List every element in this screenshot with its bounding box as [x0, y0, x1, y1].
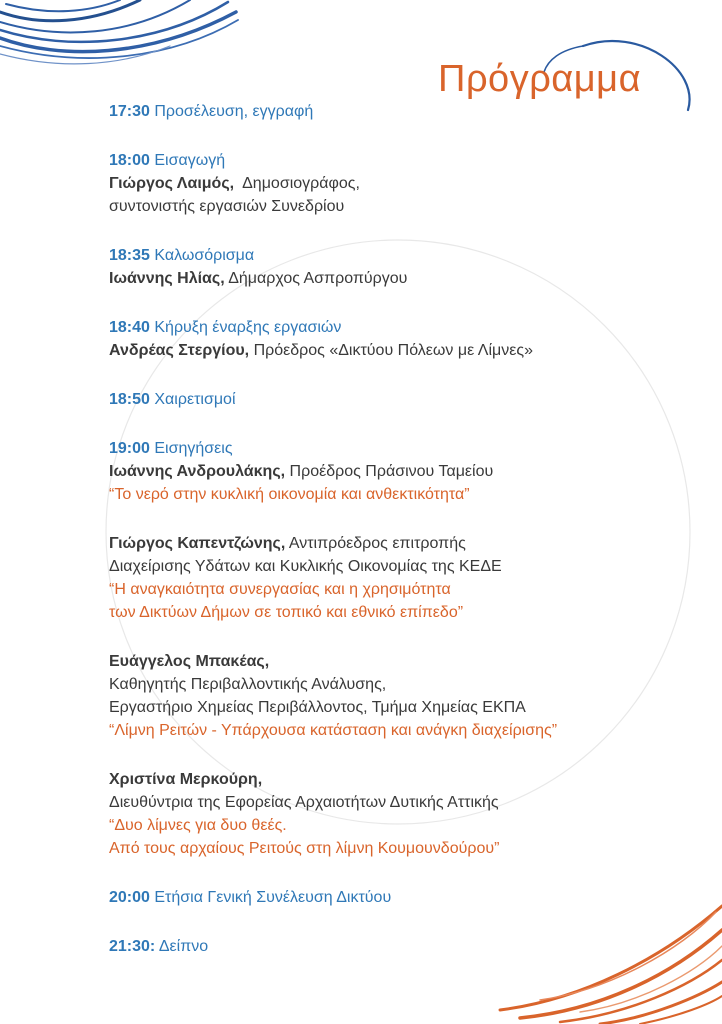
speaker-name: Ευάγγελος Μπακέας,	[109, 653, 270, 670]
speaker-role: Εργαστήριο Χημείας Περιβάλλοντος, Τμήμα Χημείας ΕΚΠΑ	[109, 699, 526, 716]
session-item	[109, 100, 699, 123]
speaker-role: Δημοσιογράφος,	[242, 175, 360, 192]
speaker-role: Καθηγητής Περιβαλλοντικής Ανάλυσης,	[109, 676, 387, 693]
talk-title: “Δυο λίμνες για δυο θεές.	[109, 817, 287, 834]
session-label: Εισηγήσεις	[154, 440, 233, 457]
speaker-role: Αντιπρόεδρος επιτροπής	[288, 535, 466, 552]
session-label: Χαιρετισμοί	[154, 391, 236, 408]
speaker-role: Προέδρος Πράσινου Ταμείου	[289, 463, 494, 480]
session-label: Ετήσια Γενική Συνέλευση Δικτύου	[154, 889, 392, 906]
speaker-role: Διαχείρισης Υδάτων και Κυκλικής Οικονομίας της ΚΕΔΕ	[109, 558, 502, 575]
talk-title: “Η αναγκαιότητα συνεργασίας και η χρησιμότητα	[109, 581, 451, 598]
session-time: 18:00	[109, 152, 150, 169]
session-item	[109, 149, 699, 218]
session-item	[109, 886, 699, 909]
session-item	[109, 316, 699, 362]
talk-title: των Δικτύων Δήμων σε τοπικό και εθνικό επίπεδο”	[109, 604, 464, 621]
session-item	[109, 935, 699, 958]
speaker-item	[109, 768, 699, 860]
speaker-role: Δήμαρχος Ασπροπύργου	[228, 270, 408, 287]
program-list	[109, 100, 699, 958]
speaker-role: συντονιστής εργασιών Συνεδρίου	[109, 198, 345, 215]
speaker-name: Ανδρέας Στεργίου,	[109, 342, 250, 359]
session-label: Καλωσόρισμα	[154, 247, 255, 264]
session-item	[109, 437, 699, 506]
speaker-role: Πρόεδρος «Δικτύου Πόλεων με Λίμνες»	[253, 342, 533, 359]
speaker-role: Διευθύντρια της Εφορείας Αρχαιοτήτων Δυτικής Αττικής	[109, 794, 499, 811]
session-time: 17:30	[109, 103, 150, 120]
session-time: 20:00	[109, 889, 150, 906]
session-time: 18:50	[109, 391, 150, 408]
page-title: Πρόγραμμα	[438, 58, 642, 100]
session-time: 19:00	[109, 440, 150, 457]
session-time: 21:30:	[109, 938, 156, 955]
talk-title: Από τους αρχαίους Ρειτούς στη λίμνη Κουμουνδούρου”	[109, 840, 500, 857]
talk-title: “Το νερό στην κυκλική οικονομία και ανθεκτικότητα”	[109, 486, 470, 503]
session-time: 18:40	[109, 319, 150, 336]
session-label: Δείπνο	[158, 938, 209, 955]
talk-title: “Λίμνη Ρειτών - Υπάρχουσα κατάσταση και ανάγκη διαχείρισης”	[109, 722, 558, 739]
speaker-name: Ιωάννης Ανδρουλάκης,	[109, 463, 286, 480]
session-item	[109, 244, 699, 290]
session-label: Εισαγωγή	[154, 152, 226, 169]
speaker-name: Γιώργος Καπεντζώνης,	[109, 535, 286, 552]
speaker-name: Γιώργος Λαιμός,	[109, 175, 235, 192]
speaker-item	[109, 650, 699, 742]
session-item	[109, 388, 699, 411]
session-time: 18:35	[109, 247, 150, 264]
session-label: Κήρυξη έναρξης εργασιών	[154, 319, 342, 336]
speaker-name: Χριστίνα Μερκούρη,	[109, 771, 263, 788]
speaker-name: Ιωάννης Ηλίας,	[109, 270, 225, 287]
session-label: Προσέλευση, εγγραφή	[154, 103, 314, 120]
speaker-item	[109, 532, 699, 624]
